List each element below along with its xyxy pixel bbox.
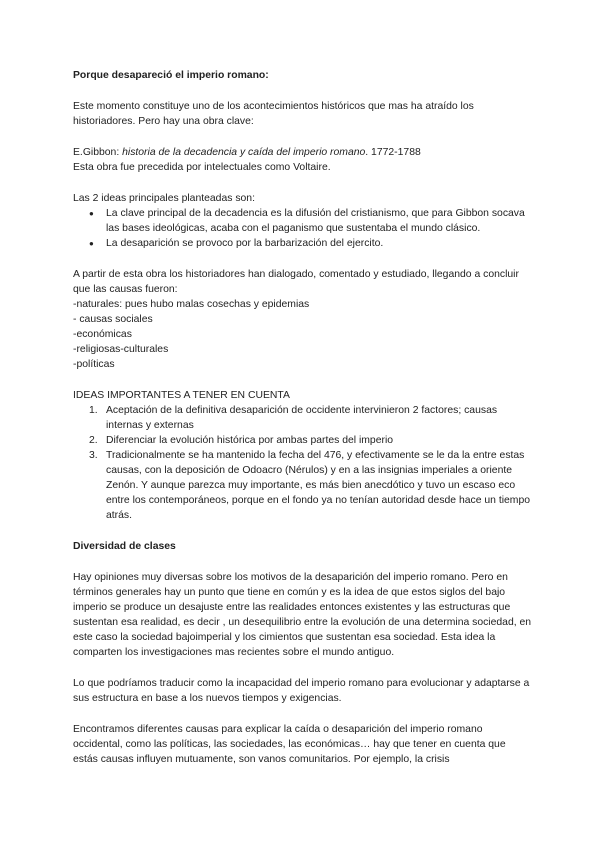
main-ideas-list: [73, 206, 533, 251]
list-item: 3. Tradicionalmente se ha mantenido la fecha del 476, y efectivamente se le da la entre estas causas, con la deposición de Odoacro (Nérulos) y en a las insignias imperiales a oriente Zenón. Y aunque parezca muy importante, es más bien anecdótico y tuvo un escaso eco entre los contemporáneos, porque en el fondo ya no tenían autoridad desde hace un tiempo atrás.: [89, 450, 531, 521]
section-heading-diversity: Diversidad de clases: [73, 541, 176, 552]
preceded-paragraph: Esta obra fue precedida por intelectuales como Voltaire.: [73, 162, 331, 173]
section-heading-decline: Porque desapareció el imperio romano:: [73, 70, 269, 81]
list-item: ● La clave principal de la decadencia es la difusión del cristianismo, que para Gibbon socava las bases ideológicas, acaba con el paganismo que sustentaba el mundo clásico.: [73, 206, 533, 236]
causes-intro: A partir de esta obra los historiadores han dialogado, comentado y estudiado, llegando a concluir que las causas fueron:: [73, 269, 519, 295]
cause-line: -naturales: pues hubo malas cosechas y epidemias: [73, 299, 310, 310]
source-author: E.Gibbon:: [73, 147, 123, 158]
list-item: ● La desaparición se provoco por la barbarización del ejercito.: [73, 236, 533, 251]
source-citation: [73, 145, 533, 160]
document-page: [73, 68, 533, 767]
source-title: historia de la decadencia y caída del imperio romano: [122, 147, 366, 158]
source-years: . 1772-1788: [365, 147, 421, 158]
important-ideas-heading: IDEAS IMPORTANTES A TENER EN CUENTA: [73, 390, 290, 401]
list-item: 2. Diferenciar la evolución histórica por ambas partes del imperio: [89, 435, 394, 446]
ideas-intro: Las 2 ideas principales planteadas son:: [73, 193, 255, 204]
body-paragraph: Hay opiniones muy diversas sobre los motivos de la desaparición del imperio romano. Pero en términos generales hay un punto que tiene en común y es la idea de que estos siglos del bajo imperio se produce un desajuste entre las realidades entonces existentes y las estructuras que sustentan esa realidad, es decir , un desequilibrio entre la evolución de una determina sociedad, en este caso la sociedad bajoimperial y los cimientos que sustentan esa sociedad. Esta idea la comparten los investigaciones mas recientes sobre el mundo antiguo.: [73, 572, 532, 658]
important-ideas-list: [73, 403, 533, 523]
body-paragraph: Encontramos diferentes causas para explicar la caída o desaparición del imperio romano occidental, como las políticas, las sociedades, las económicas… hay que tener en cuenta que estás causas influyen mutuamente, son vanos comunitarios. Por ejemplo, la crisis: [73, 724, 506, 765]
cause-line: -religiosas-culturales: [73, 344, 169, 355]
body-paragraph: Lo que podríamos traducir como la incapacidad del imperio romano para evolucionar y adaptarse a sus estructura en base a los nuevos tiempos y exigencias.: [73, 678, 530, 704]
intro-paragraph: Este momento constituye uno de los acontecimientos históricos que mas ha atraído los historiadores. Pero hay una obra clave:: [73, 101, 474, 127]
cause-line: - causas sociales: [73, 314, 153, 325]
list-item: 1. Aceptación de la definitiva desaparición de occidente intervinieron 2 factores; causas internas y externas: [89, 405, 498, 431]
cause-line: -políticas: [73, 359, 115, 370]
cause-line: -económicas: [73, 329, 132, 340]
